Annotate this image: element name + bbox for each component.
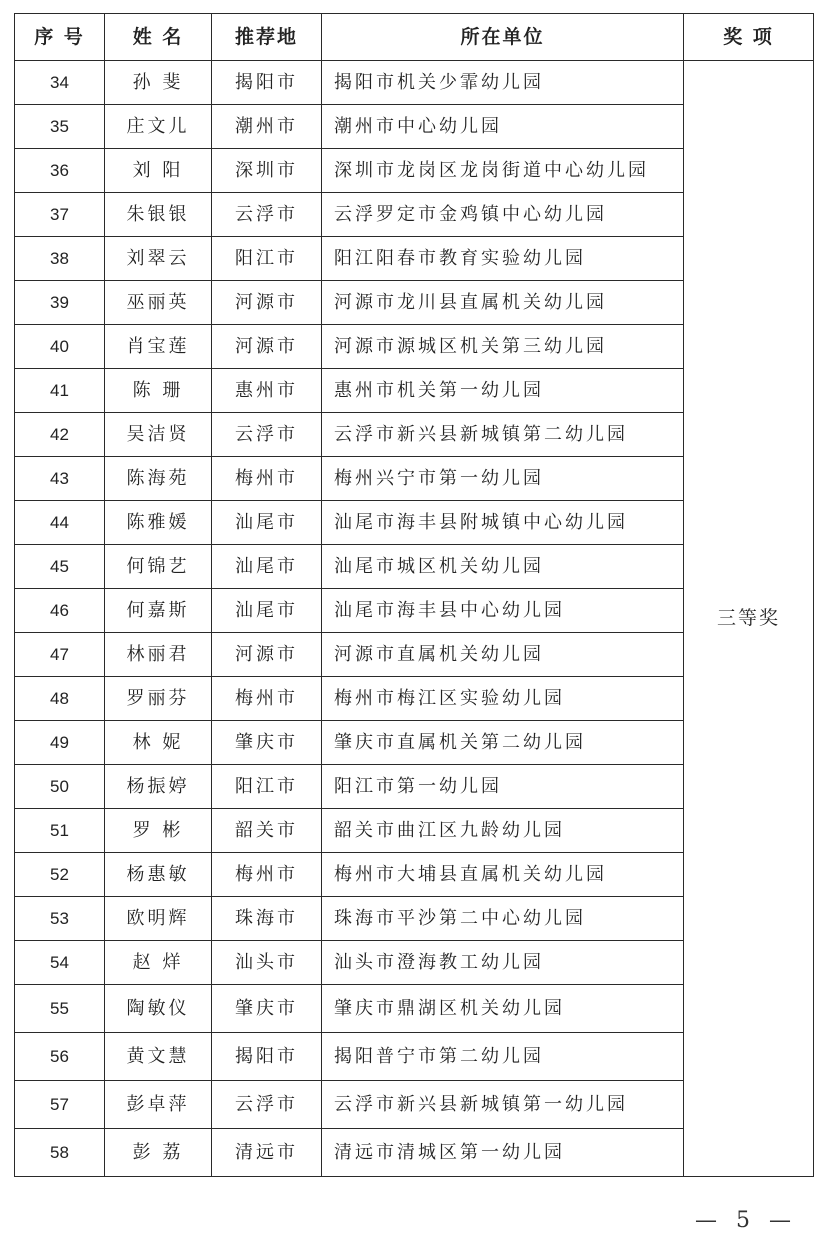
cell-city: 汕尾市 bbox=[212, 589, 322, 633]
table-header bbox=[15, 14, 814, 61]
cell-unit: 珠海市平沙第二中心幼儿园 bbox=[322, 897, 684, 941]
cell-city: 汕尾市 bbox=[212, 545, 322, 589]
cell-name: 何嘉斯 bbox=[105, 589, 212, 633]
cell-name: 陈雅媛 bbox=[105, 501, 212, 545]
header-city: 推荐地 bbox=[212, 14, 322, 61]
cell-name: 朱银银 bbox=[105, 193, 212, 237]
cell-no: 55 bbox=[15, 985, 105, 1033]
awards-table bbox=[14, 13, 814, 1177]
cell-no: 58 bbox=[15, 1129, 105, 1177]
cell-name: 林 妮 bbox=[105, 721, 212, 765]
header-row bbox=[15, 14, 814, 61]
cell-name: 肖宝莲 bbox=[105, 325, 212, 369]
cell-city: 河源市 bbox=[212, 281, 322, 325]
cell-city: 河源市 bbox=[212, 633, 322, 677]
cell-no: 48 bbox=[15, 677, 105, 721]
cell-city: 汕尾市 bbox=[212, 501, 322, 545]
cell-name: 赵 烊 bbox=[105, 941, 212, 985]
cell-city: 阳江市 bbox=[212, 237, 322, 281]
page-number: — 5 — bbox=[695, 1208, 797, 1233]
cell-city: 韶关市 bbox=[212, 809, 322, 853]
table-row bbox=[15, 61, 814, 105]
cell-no: 54 bbox=[15, 941, 105, 985]
cell-no: 45 bbox=[15, 545, 105, 589]
cell-name: 欧明辉 bbox=[105, 897, 212, 941]
cell-name: 刘翠云 bbox=[105, 237, 212, 281]
header-no: 序 号 bbox=[15, 14, 105, 61]
cell-city: 云浮市 bbox=[212, 193, 322, 237]
cell-no: 52 bbox=[15, 853, 105, 897]
cell-name: 杨惠敏 bbox=[105, 853, 212, 897]
header-award: 奖 项 bbox=[684, 14, 814, 61]
cell-city: 云浮市 bbox=[212, 413, 322, 457]
cell-city: 揭阳市 bbox=[212, 1033, 322, 1081]
cell-no: 39 bbox=[15, 281, 105, 325]
header-unit: 所在单位 bbox=[322, 14, 684, 61]
cell-city: 梅州市 bbox=[212, 853, 322, 897]
cell-name: 孙 斐 bbox=[105, 61, 212, 105]
cell-unit: 深圳市龙岗区龙岗街道中心幼儿园 bbox=[322, 149, 684, 193]
header-name: 姓 名 bbox=[105, 14, 212, 61]
cell-city: 梅州市 bbox=[212, 457, 322, 501]
cell-no: 35 bbox=[15, 105, 105, 149]
cell-name: 罗 彬 bbox=[105, 809, 212, 853]
cell-unit: 云浮市新兴县新城镇第一幼儿园 bbox=[322, 1081, 684, 1129]
cell-name: 杨振婷 bbox=[105, 765, 212, 809]
cell-no: 50 bbox=[15, 765, 105, 809]
cell-no: 47 bbox=[15, 633, 105, 677]
cell-no: 57 bbox=[15, 1081, 105, 1129]
cell-no: 51 bbox=[15, 809, 105, 853]
cell-unit: 阳江阳春市教育实验幼儿园 bbox=[322, 237, 684, 281]
cell-unit: 揭阳市机关少霏幼儿园 bbox=[322, 61, 684, 105]
cell-name: 巫丽英 bbox=[105, 281, 212, 325]
cell-no: 43 bbox=[15, 457, 105, 501]
table-body bbox=[15, 61, 814, 1177]
cell-unit: 韶关市曲江区九龄幼儿园 bbox=[322, 809, 684, 853]
cell-no: 40 bbox=[15, 325, 105, 369]
cell-name: 陶敏仪 bbox=[105, 985, 212, 1033]
cell-unit: 阳江市第一幼儿园 bbox=[322, 765, 684, 809]
cell-city: 肇庆市 bbox=[212, 721, 322, 765]
cell-unit: 汕尾市海丰县附城镇中心幼儿园 bbox=[322, 501, 684, 545]
cell-name: 林丽君 bbox=[105, 633, 212, 677]
cell-no: 36 bbox=[15, 149, 105, 193]
cell-unit: 云浮市新兴县新城镇第二幼儿园 bbox=[322, 413, 684, 457]
cell-unit: 肇庆市直属机关第二幼儿园 bbox=[322, 721, 684, 765]
cell-no: 56 bbox=[15, 1033, 105, 1081]
cell-no: 49 bbox=[15, 721, 105, 765]
cell-city: 珠海市 bbox=[212, 897, 322, 941]
cell-city: 河源市 bbox=[212, 325, 322, 369]
cell-no: 53 bbox=[15, 897, 105, 941]
cell-no: 38 bbox=[15, 237, 105, 281]
cell-unit: 潮州市中心幼儿园 bbox=[322, 105, 684, 149]
cell-no: 34 bbox=[15, 61, 105, 105]
cell-unit: 河源市龙川县直属机关幼儿园 bbox=[322, 281, 684, 325]
cell-unit: 河源市直属机关幼儿园 bbox=[322, 633, 684, 677]
cell-unit: 河源市源城区机关第三幼儿园 bbox=[322, 325, 684, 369]
cell-name: 刘 阳 bbox=[105, 149, 212, 193]
cell-unit: 梅州市梅江区实验幼儿园 bbox=[322, 677, 684, 721]
cell-name: 彭卓萍 bbox=[105, 1081, 212, 1129]
cell-no: 42 bbox=[15, 413, 105, 457]
cell-city: 梅州市 bbox=[212, 677, 322, 721]
cell-no: 41 bbox=[15, 369, 105, 413]
cell-city: 肇庆市 bbox=[212, 985, 322, 1033]
cell-city: 阳江市 bbox=[212, 765, 322, 809]
cell-unit: 惠州市机关第一幼儿园 bbox=[322, 369, 684, 413]
cell-no: 46 bbox=[15, 589, 105, 633]
cell-name: 陈海苑 bbox=[105, 457, 212, 501]
cell-city: 揭阳市 bbox=[212, 61, 322, 105]
cell-name: 陈 珊 bbox=[105, 369, 212, 413]
cell-unit: 清远市清城区第一幼儿园 bbox=[322, 1129, 684, 1177]
cell-name: 罗丽芬 bbox=[105, 677, 212, 721]
cell-unit: 肇庆市鼎湖区机关幼儿园 bbox=[322, 985, 684, 1033]
cell-name: 何锦艺 bbox=[105, 545, 212, 589]
cell-unit: 揭阳普宁市第二幼儿园 bbox=[322, 1033, 684, 1081]
cell-city: 潮州市 bbox=[212, 105, 322, 149]
cell-unit: 梅州市大埔县直属机关幼儿园 bbox=[322, 853, 684, 897]
cell-unit: 汕尾市海丰县中心幼儿园 bbox=[322, 589, 684, 633]
cell-unit: 汕尾市城区机关幼儿园 bbox=[322, 545, 684, 589]
cell-unit: 汕头市澄海教工幼儿园 bbox=[322, 941, 684, 985]
cell-name: 庄文儿 bbox=[105, 105, 212, 149]
cell-name: 黄文慧 bbox=[105, 1033, 212, 1081]
awards-table-container bbox=[14, 13, 813, 1177]
cell-unit: 云浮罗定市金鸡镇中心幼儿园 bbox=[322, 193, 684, 237]
cell-award: 三等奖 bbox=[684, 61, 814, 1177]
cell-name: 吴洁贤 bbox=[105, 413, 212, 457]
cell-name: 彭 荔 bbox=[105, 1129, 212, 1177]
cell-city: 惠州市 bbox=[212, 369, 322, 413]
cell-city: 汕头市 bbox=[212, 941, 322, 985]
cell-no: 44 bbox=[15, 501, 105, 545]
cell-unit: 梅州兴宁市第一幼儿园 bbox=[322, 457, 684, 501]
page-footer bbox=[0, 1208, 837, 1238]
cell-no: 37 bbox=[15, 193, 105, 237]
cell-city: 清远市 bbox=[212, 1129, 322, 1177]
cell-city: 深圳市 bbox=[212, 149, 322, 193]
cell-city: 云浮市 bbox=[212, 1081, 322, 1129]
